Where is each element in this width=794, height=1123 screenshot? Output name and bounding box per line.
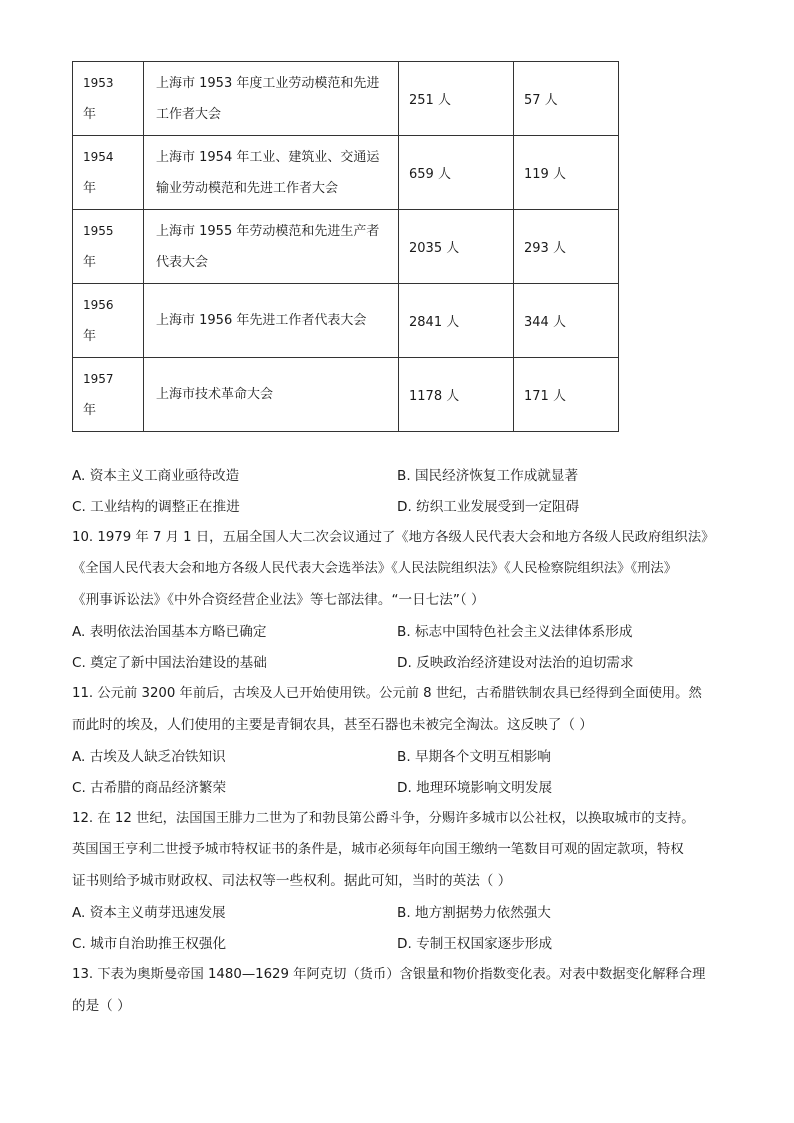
conference-name-line: 输业劳动模范和先进工作者大会 <box>156 180 339 196</box>
table-row <box>73 358 619 432</box>
q13-stem-line: 13. 下表为奥斯曼帝国 1480—1629 年阿克切（货币）含银量和物价指数变化表。对表中数据变化解释合理 <box>72 967 706 982</box>
q9-option-a: A. 资本主义工商业亟待改造 <box>72 468 240 484</box>
q10-option-a: A. 表明依法治国基本方略已确定 <box>72 624 267 640</box>
conference-name-line: 上海市 1953 年度工业劳动模范和先进 <box>156 75 380 91</box>
year-suffix: 年 <box>83 106 97 122</box>
second-count-cell: 344 人 <box>514 284 619 358</box>
year-number: 1957 <box>83 371 114 386</box>
q9-option-c: C. 工业结构的调整正在推进 <box>72 499 240 515</box>
q12-stem-line: 证书则给予城市财政权、司法权等一些权利。据此可知，当时的英法（ ） <box>72 873 512 889</box>
year-cell <box>73 284 144 358</box>
q11-option-c: C. 古希腊的商品经济繁荣 <box>72 780 227 796</box>
second-count-cell: 293 人 <box>514 210 619 284</box>
q12-option-c: C. 城市自治助推王权强化 <box>72 936 227 952</box>
year-suffix: 年 <box>83 254 97 270</box>
conference-name-line: 代表大会 <box>156 254 209 270</box>
conference-name-cell <box>144 358 399 432</box>
q10-stem-line: 《刑事诉讼法》《中外合资经营企业法》等七部法律。“一日七法”（ ） <box>72 592 485 608</box>
second-count-cell: 171 人 <box>514 358 619 432</box>
q11-option-d: D. 地理环境影响文明发展 <box>397 780 553 796</box>
q13-stem-line: 的是（ ） <box>72 998 131 1014</box>
year-number: 1956 <box>83 297 114 312</box>
year-cell <box>73 136 144 210</box>
q9-option-d: D. 纺织工业发展受到一定阻碍 <box>397 499 580 515</box>
year-cell <box>73 358 144 432</box>
table-row <box>73 210 619 284</box>
conference-name-line: 上海市 1955 年劳动模范和先进生产者 <box>156 223 380 239</box>
second-count-cell: 119 人 <box>514 136 619 210</box>
table-row <box>73 284 619 358</box>
year-cell <box>73 210 144 284</box>
total-count-cell: 2841 人 <box>399 284 514 358</box>
year-suffix: 年 <box>83 180 97 196</box>
conference-name-cell <box>144 62 399 136</box>
q9-option-b: B. 国民经济恢复工作成就显著 <box>397 468 579 484</box>
total-count-cell: 1178 人 <box>399 358 514 432</box>
table-row <box>73 62 619 136</box>
q12-option-b: B. 地方割据势力依然强大 <box>397 905 551 921</box>
total-count-cell: 251 人 <box>399 62 514 136</box>
q10-option-d: D. 反映政治经济建设对法治的迫切需求 <box>397 655 634 671</box>
q12-option-d: D. 专制王权国家逐步形成 <box>397 936 553 952</box>
q11-stem-line: 11. 公元前 3200 年前后，古埃及人已开始使用铁。公元前 8 世纪，古希腊铁制农具已经得到全面使用。然 <box>72 686 702 701</box>
q10-option-c: C. 奠定了新中国法治建设的基础 <box>72 655 267 671</box>
year-number: 1955 <box>83 223 114 238</box>
year-suffix: 年 <box>83 402 97 418</box>
year-cell <box>73 62 144 136</box>
conference-name-cell <box>144 210 399 284</box>
q12-stem-line: 英国国王亨利二世授予城市特权证书的条件是，城市必须每年向国王缴纳一笔数目可观的固定款项，特权 <box>72 842 684 857</box>
year-number: 1954 <box>83 149 114 164</box>
q10-option-b: B. 标志中国特色社会主义法律体系形成 <box>397 624 633 640</box>
second-count-cell: 57 人 <box>514 62 619 136</box>
year-number: 1953 <box>83 75 114 90</box>
q11-option-b: B. 早期各个文明互相影响 <box>397 749 551 765</box>
q10-stem-line: 10. 1979 年 7 月 1 日，五届全国人大二次会议通过了《地方各级人民代表大会和地方各级人民政府组织法》 <box>72 530 715 545</box>
year-suffix: 年 <box>83 328 97 344</box>
total-count-cell: 2035 人 <box>399 210 514 284</box>
q12-option-a: A. 资本主义萌芽迅速发展 <box>72 905 226 921</box>
q11-option-a: A. 古埃及人缺乏冶铁知识 <box>72 749 226 765</box>
conference-name-cell <box>144 284 399 358</box>
labor-model-conference-table <box>72 61 619 432</box>
table-row <box>73 136 619 210</box>
conference-name-line: 工作者大会 <box>156 106 222 122</box>
total-count-cell: 659 人 <box>399 136 514 210</box>
conference-name-line: 上海市 1956 年先进工作者代表大会 <box>156 313 367 328</box>
q10-stem-line: 《全国人民代表大会和地方各级人民代表大会选举法》《人民法院组织法》《人民检察院组织法》《刑法》 <box>72 561 678 576</box>
conference-name-line: 上海市 1954 年工业、建筑业、交通运 <box>156 149 380 165</box>
q12-stem-line: 12. 在 12 世纪，法国国王腓力二世为了和勃艮第公爵斗争，分赐许多城市以公社权，以换取城市的支持。 <box>72 811 695 826</box>
q11-stem-line: 而此时的埃及，人们使用的主要是青铜农具，甚至石器也未被完全淘汰。这反映了（ ） <box>72 717 593 733</box>
conference-name-line: 上海市技术革命大会 <box>156 387 274 402</box>
conference-name-cell <box>144 136 399 210</box>
